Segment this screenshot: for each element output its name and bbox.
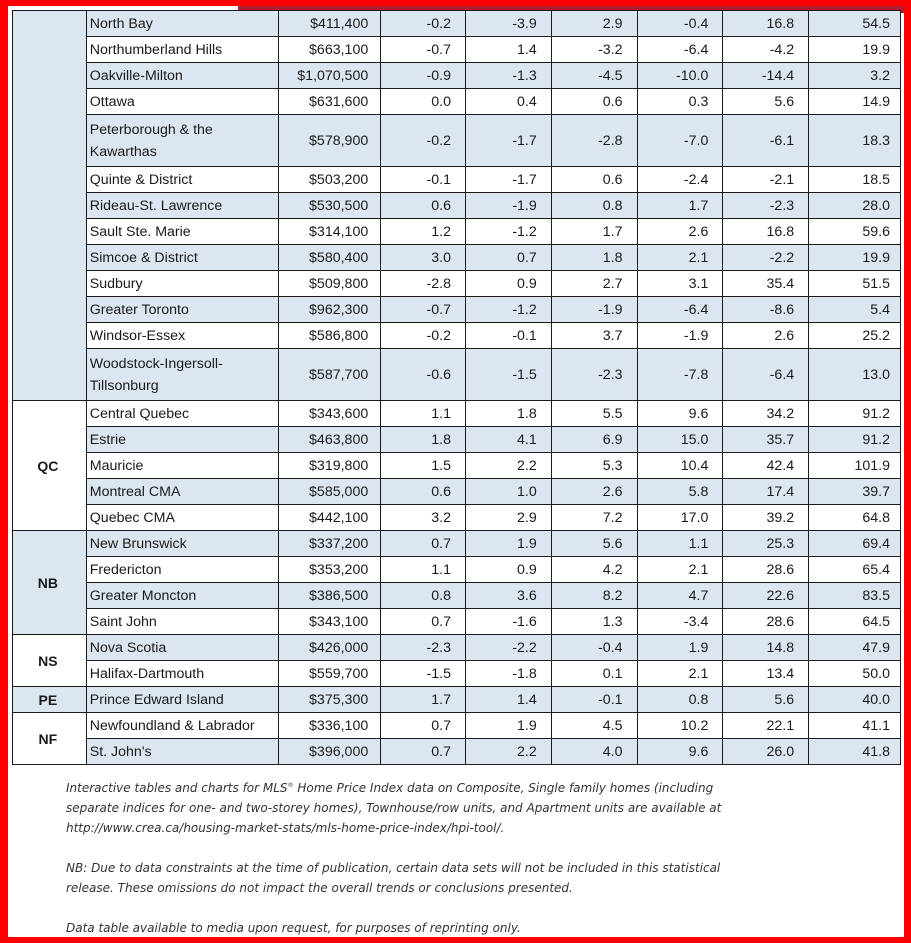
percent-change-cell: 1.1	[381, 401, 466, 427]
benchmark-price-cell: $587,700	[279, 349, 381, 401]
percent-change-cell: -1.9	[637, 323, 723, 349]
percent-change-cell: 91.2	[809, 427, 901, 453]
document-page	[8, 6, 904, 937]
region-name-cell: St. John's	[86, 739, 279, 765]
region-name-cell: Sudbury	[86, 271, 279, 297]
percent-change-cell: -2.3	[723, 193, 809, 219]
percent-change-cell: 2.1	[637, 245, 723, 271]
table-row	[13, 401, 901, 427]
table-row	[13, 11, 901, 37]
percent-change-cell: -1.2	[466, 297, 552, 323]
percent-change-cell: 0.8	[381, 583, 466, 609]
note-media-request: Data table available to media upon request, for purposes of reprinting only.	[66, 921, 521, 935]
benchmark-price-cell: $663,100	[279, 37, 381, 63]
percent-change-cell: 18.5	[809, 167, 901, 193]
percent-change-cell: 2.6	[551, 479, 637, 505]
percent-change-cell: 1.7	[637, 193, 723, 219]
percent-change-cell: 2.2	[466, 453, 552, 479]
percent-change-cell: 40.0	[809, 687, 901, 713]
region-name-cell: Greater Toronto	[86, 297, 279, 323]
region-name-cell: Quinte & District	[86, 167, 279, 193]
percent-change-cell: -0.9	[381, 63, 466, 89]
region-name-cell: Nova Scotia	[86, 635, 279, 661]
region-name-cell: Ottawa	[86, 89, 279, 115]
benchmark-price-cell: $586,800	[279, 323, 381, 349]
note-text: Interactive tables and charts for MLS	[66, 781, 288, 795]
percent-change-cell: -0.2	[381, 115, 466, 167]
percent-change-cell: -2.1	[723, 167, 809, 193]
percent-change-cell: 2.6	[723, 323, 809, 349]
percent-change-cell: 9.6	[637, 739, 723, 765]
table-row	[13, 219, 901, 245]
percent-change-cell: 3.2	[381, 505, 466, 531]
percent-change-cell: 0.8	[551, 193, 637, 219]
table-row	[13, 245, 901, 271]
percent-change-cell: -6.4	[723, 349, 809, 401]
percent-change-cell: 17.4	[723, 479, 809, 505]
benchmark-price-cell: $343,100	[279, 609, 381, 635]
percent-change-cell: -0.2	[381, 11, 466, 37]
note-text: Home Price Index data on Composite, Single family homes (including separate indices for one- and two-storey homes), Townhouse/row units, and Apartment units are available at http://www.crea.ca/housing-market-stats/mls-home-price-index/hpi-tool/.	[66, 781, 722, 835]
table-row	[13, 739, 901, 765]
percent-change-cell: 1.4	[466, 37, 552, 63]
table-row	[13, 531, 901, 557]
benchmark-price-cell: $585,000	[279, 479, 381, 505]
table-row	[13, 583, 901, 609]
percent-change-cell: 2.9	[466, 505, 552, 531]
region-name-cell: North Bay	[86, 11, 279, 37]
benchmark-price-cell: $319,800	[279, 453, 381, 479]
percent-change-cell: -1.9	[466, 193, 552, 219]
benchmark-price-cell: $314,100	[279, 219, 381, 245]
percent-change-cell: 5.6	[723, 687, 809, 713]
percent-change-cell: -6.4	[637, 297, 723, 323]
table-row	[13, 323, 901, 349]
percent-change-cell: 5.5	[551, 401, 637, 427]
region-name-cell: Sault Ste. Marie	[86, 219, 279, 245]
percent-change-cell: 5.8	[637, 479, 723, 505]
percent-change-cell: 64.5	[809, 609, 901, 635]
percent-change-cell: 0.7	[381, 609, 466, 635]
percent-change-cell: 6.9	[551, 427, 637, 453]
percent-change-cell: -3.9	[466, 11, 552, 37]
table-row	[13, 661, 901, 687]
table-row	[13, 609, 901, 635]
percent-change-cell: 2.6	[637, 219, 723, 245]
benchmark-price-cell: $509,800	[279, 271, 381, 297]
percent-change-cell: -0.1	[381, 167, 466, 193]
benchmark-price-cell: $580,400	[279, 245, 381, 271]
percent-change-cell: 0.8	[637, 687, 723, 713]
benchmark-price-cell: $1,070,500	[279, 63, 381, 89]
percent-change-cell: -7.0	[637, 115, 723, 167]
region-name-cell: Northumberland Hills	[86, 37, 279, 63]
benchmark-price-cell: $631,600	[279, 89, 381, 115]
benchmark-price-cell: $336,100	[279, 713, 381, 739]
percent-change-cell: 16.8	[723, 11, 809, 37]
percent-change-cell: -2.2	[723, 245, 809, 271]
percent-change-cell: 14.9	[809, 89, 901, 115]
percent-change-cell: 0.6	[551, 167, 637, 193]
percent-change-cell: 19.9	[809, 37, 901, 63]
percent-change-cell: -0.6	[381, 349, 466, 401]
table-row	[13, 505, 901, 531]
percent-change-cell: -0.7	[381, 297, 466, 323]
region-name-cell: Montreal CMA	[86, 479, 279, 505]
percent-change-cell: 51.5	[809, 271, 901, 297]
percent-change-cell: 1.1	[637, 531, 723, 557]
percent-change-cell: 2.2	[466, 739, 552, 765]
percent-change-cell: 0.6	[381, 193, 466, 219]
table-row	[13, 193, 901, 219]
percent-change-cell: 2.1	[637, 661, 723, 687]
percent-change-cell: -2.8	[551, 115, 637, 167]
percent-change-cell: 0.1	[551, 661, 637, 687]
percent-change-cell: 1.8	[381, 427, 466, 453]
percent-change-cell: 83.5	[809, 583, 901, 609]
percent-change-cell: 0.6	[381, 479, 466, 505]
percent-change-cell: 1.4	[466, 687, 552, 713]
percent-change-cell: 1.8	[466, 401, 552, 427]
percent-change-cell: -0.4	[551, 635, 637, 661]
percent-change-cell: 3.0	[381, 245, 466, 271]
percent-change-cell: -1.7	[466, 115, 552, 167]
percent-change-cell: 1.0	[466, 479, 552, 505]
percent-change-cell: 13.4	[723, 661, 809, 687]
benchmark-price-cell: $962,300	[279, 297, 381, 323]
percent-change-cell: 50.0	[809, 661, 901, 687]
percent-change-cell: 5.3	[551, 453, 637, 479]
benchmark-price-cell: $396,000	[279, 739, 381, 765]
percent-change-cell: -1.5	[466, 349, 552, 401]
region-name-cell: Halifax-Dartmouth	[86, 661, 279, 687]
footnotes	[66, 776, 766, 943]
benchmark-price-cell: $530,500	[279, 193, 381, 219]
percent-change-cell: 1.5	[381, 453, 466, 479]
percent-change-cell: 1.9	[466, 713, 552, 739]
percent-change-cell: 1.7	[551, 219, 637, 245]
percent-change-cell: 3.7	[551, 323, 637, 349]
percent-change-cell: -0.4	[637, 11, 723, 37]
table-row	[13, 427, 901, 453]
percent-change-cell: 1.3	[551, 609, 637, 635]
percent-change-cell: 64.8	[809, 505, 901, 531]
percent-change-cell: 4.2	[551, 557, 637, 583]
percent-change-cell: 2.1	[637, 557, 723, 583]
benchmark-price-cell: $442,100	[279, 505, 381, 531]
percent-change-cell: 25.3	[723, 531, 809, 557]
percent-change-cell: -4.5	[551, 63, 637, 89]
percent-change-cell: 4.5	[551, 713, 637, 739]
benchmark-price-cell: $503,200	[279, 167, 381, 193]
table-row	[13, 271, 901, 297]
percent-change-cell: 47.9	[809, 635, 901, 661]
percent-change-cell: 41.8	[809, 739, 901, 765]
table-row	[13, 89, 901, 115]
percent-change-cell: -2.4	[637, 167, 723, 193]
percent-change-cell: 0.4	[466, 89, 552, 115]
percent-change-cell: 7.2	[551, 505, 637, 531]
percent-change-cell: 10.4	[637, 453, 723, 479]
region-name-cell: Estrie	[86, 427, 279, 453]
percent-change-cell: 0.7	[466, 245, 552, 271]
table-row	[13, 635, 901, 661]
percent-change-cell: -1.9	[551, 297, 637, 323]
benchmark-price-cell: $337,200	[279, 531, 381, 557]
percent-change-cell: 0.7	[381, 531, 466, 557]
percent-change-cell: -2.3	[381, 635, 466, 661]
percent-change-cell: 28.6	[723, 609, 809, 635]
benchmark-price-cell: $375,300	[279, 687, 381, 713]
percent-change-cell: 1.2	[381, 219, 466, 245]
percent-change-cell: 28.0	[809, 193, 901, 219]
region-name-cell: Newfoundland & Labrador	[86, 713, 279, 739]
percent-change-cell: 4.1	[466, 427, 552, 453]
percent-change-cell: -2.3	[551, 349, 637, 401]
percent-change-cell: 16.8	[723, 219, 809, 245]
percent-change-cell: 1.8	[551, 245, 637, 271]
percent-change-cell: -7.8	[637, 349, 723, 401]
benchmark-price-cell: $353,200	[279, 557, 381, 583]
percent-change-cell: 1.9	[466, 531, 552, 557]
benchmark-price-cell: $343,600	[279, 401, 381, 427]
percent-change-cell: 8.2	[551, 583, 637, 609]
percent-change-cell: 59.6	[809, 219, 901, 245]
percent-change-cell: 65.4	[809, 557, 901, 583]
percent-change-cell: -1.2	[466, 219, 552, 245]
province-cell	[13, 11, 87, 401]
percent-change-cell: 5.6	[551, 531, 637, 557]
table-row	[13, 297, 901, 323]
percent-change-cell: 26.0	[723, 739, 809, 765]
percent-change-cell: 41.1	[809, 713, 901, 739]
percent-change-cell: -6.1	[723, 115, 809, 167]
percent-change-cell: -2.8	[381, 271, 466, 297]
percent-change-cell: -2.2	[466, 635, 552, 661]
table-row	[13, 115, 901, 167]
region-name-cell: Prince Edward Island	[86, 687, 279, 713]
percent-change-cell: -1.5	[381, 661, 466, 687]
table-row	[13, 37, 901, 63]
region-name-cell: Greater Moncton	[86, 583, 279, 609]
percent-change-cell: -0.1	[466, 323, 552, 349]
table-row	[13, 713, 901, 739]
percent-change-cell: 5.4	[809, 297, 901, 323]
province-cell: QC	[13, 401, 87, 531]
percent-change-cell: 0.9	[466, 557, 552, 583]
percent-change-cell: 13.0	[809, 349, 901, 401]
region-name-cell: Quebec CMA	[86, 505, 279, 531]
percent-change-cell: 19.9	[809, 245, 901, 271]
percent-change-cell: -3.4	[637, 609, 723, 635]
percent-change-cell: 69.4	[809, 531, 901, 557]
percent-change-cell: 101.9	[809, 453, 901, 479]
percent-change-cell: -1.7	[466, 167, 552, 193]
region-name-cell: Peterborough & the Kawarthas	[86, 115, 279, 167]
percent-change-cell: 2.7	[551, 271, 637, 297]
percent-change-cell: 0.6	[551, 89, 637, 115]
percent-change-cell: 0.9	[466, 271, 552, 297]
percent-change-cell: 15.0	[637, 427, 723, 453]
table-row	[13, 687, 901, 713]
note-data-constraints: NB: Due to data constraints at the time of publication, certain data sets will not be included in this statistical release. These omissions do not impact the overall trends or conclusions presented.	[66, 861, 721, 895]
percent-change-cell: 1.9	[637, 635, 723, 661]
percent-change-cell: -8.6	[723, 297, 809, 323]
percent-change-cell: 39.7	[809, 479, 901, 505]
province-cell: NB	[13, 531, 87, 635]
region-name-cell: Fredericton	[86, 557, 279, 583]
region-name-cell: Windsor-Essex	[86, 323, 279, 349]
percent-change-cell: 5.6	[723, 89, 809, 115]
province-cell: NF	[13, 713, 87, 765]
percent-change-cell: 0.7	[381, 713, 466, 739]
percent-change-cell: 35.7	[723, 427, 809, 453]
percent-change-cell: -3.2	[551, 37, 637, 63]
percent-change-cell: 0.3	[637, 89, 723, 115]
hpi-benchmark-table	[12, 10, 901, 765]
percent-change-cell: -0.2	[381, 323, 466, 349]
percent-change-cell: -4.2	[723, 37, 809, 63]
province-cell: PE	[13, 687, 87, 713]
region-name-cell: Woodstock-Ingersoll-Tillsonburg	[86, 349, 279, 401]
percent-change-cell: 17.0	[637, 505, 723, 531]
percent-change-cell: 14.8	[723, 635, 809, 661]
percent-change-cell: 0.7	[381, 739, 466, 765]
benchmark-price-cell: $426,000	[279, 635, 381, 661]
benchmark-price-cell: $559,700	[279, 661, 381, 687]
percent-change-cell: 28.6	[723, 557, 809, 583]
benchmark-price-cell: $411,400	[279, 11, 381, 37]
table-row	[13, 63, 901, 89]
percent-change-cell: 1.1	[381, 557, 466, 583]
percent-change-cell: 2.9	[551, 11, 637, 37]
percent-change-cell: -10.0	[637, 63, 723, 89]
percent-change-cell: 4.7	[637, 583, 723, 609]
region-name-cell: Oakville-Milton	[86, 63, 279, 89]
province-cell: NS	[13, 635, 87, 687]
percent-change-cell: 91.2	[809, 401, 901, 427]
registered-mark: ®	[287, 782, 294, 789]
region-name-cell: Mauricie	[86, 453, 279, 479]
percent-change-cell: 34.2	[723, 401, 809, 427]
benchmark-price-cell: $463,800	[279, 427, 381, 453]
table-row	[13, 167, 901, 193]
table-row	[13, 557, 901, 583]
percent-change-cell: 39.2	[723, 505, 809, 531]
note-interactive-tables	[66, 776, 766, 838]
percent-change-cell: -0.7	[381, 37, 466, 63]
table-row	[13, 349, 901, 401]
percent-change-cell: -1.8	[466, 661, 552, 687]
region-name-cell: Rideau-St. Lawrence	[86, 193, 279, 219]
region-name-cell: New Brunswick	[86, 531, 279, 557]
percent-change-cell: 3.1	[637, 271, 723, 297]
benchmark-price-cell: $386,500	[279, 583, 381, 609]
percent-change-cell: 22.6	[723, 583, 809, 609]
percent-change-cell: 0.0	[381, 89, 466, 115]
percent-change-cell: 3.2	[809, 63, 901, 89]
benchmark-price-cell: $578,900	[279, 115, 381, 167]
percent-change-cell: 22.1	[723, 713, 809, 739]
percent-change-cell: 18.3	[809, 115, 901, 167]
table-row	[13, 453, 901, 479]
percent-change-cell: -14.4	[723, 63, 809, 89]
percent-change-cell: 25.2	[809, 323, 901, 349]
table-row	[13, 479, 901, 505]
percent-change-cell: 3.6	[466, 583, 552, 609]
percent-change-cell: 4.0	[551, 739, 637, 765]
percent-change-cell: -0.1	[551, 687, 637, 713]
percent-change-cell: 10.2	[637, 713, 723, 739]
region-name-cell: Simcoe & District	[86, 245, 279, 271]
table-body	[13, 11, 901, 765]
region-name-cell: Saint John	[86, 609, 279, 635]
percent-change-cell: -1.3	[466, 63, 552, 89]
percent-change-cell: 9.6	[637, 401, 723, 427]
region-name-cell: Central Quebec	[86, 401, 279, 427]
percent-change-cell: 42.4	[723, 453, 809, 479]
percent-change-cell: -1.6	[466, 609, 552, 635]
percent-change-cell: 1.7	[381, 687, 466, 713]
percent-change-cell: 35.4	[723, 271, 809, 297]
percent-change-cell: -6.4	[637, 37, 723, 63]
percent-change-cell: 54.5	[809, 11, 901, 37]
